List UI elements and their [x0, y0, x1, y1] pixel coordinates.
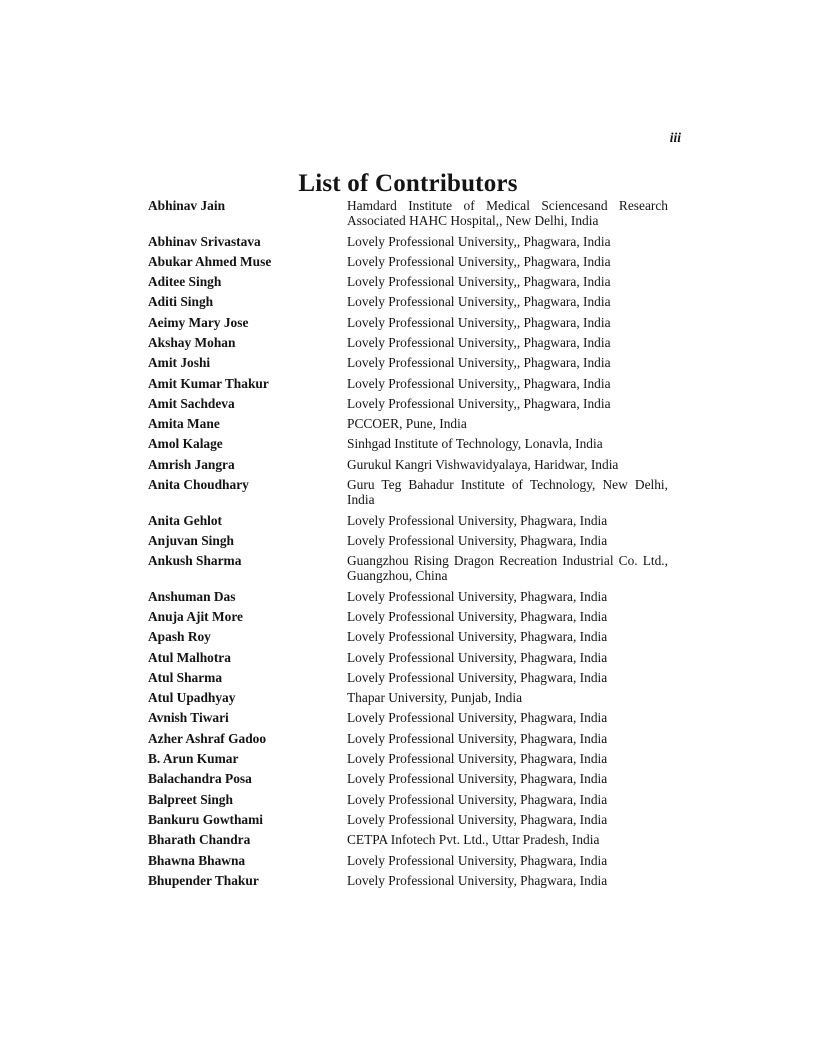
contributor-row — [148, 274, 668, 289]
contributors-list — [148, 198, 668, 893]
contributor-name: Azher Ashraf Gadoo — [148, 730, 267, 746]
contributor-row — [148, 710, 668, 725]
contributor-name: Amol Kalage — [148, 436, 223, 452]
contributor-row — [148, 234, 668, 249]
contributor-affiliation: Lovely Professional University, Phagwara, India — [347, 852, 608, 868]
contributor-row — [148, 355, 668, 370]
contributor-name: Amit Sachdeva — [148, 395, 235, 411]
contributor-name: Amita Mane — [148, 416, 220, 432]
contributor-affiliation: Lovely Professional University, Phagwara, India — [347, 872, 608, 888]
contributor-name: Abhinav Jain — [148, 198, 226, 213]
contributor-affiliation: Lovely Professional University, Phagwara, India — [347, 532, 608, 548]
contributor-name: Abhinav Srivastava — [148, 233, 261, 249]
contributor-row — [148, 335, 668, 350]
contributor-name: Bankuru Gowthami — [148, 811, 263, 827]
contributor-affiliation: Lovely Professional University, Phagwara, India — [347, 811, 608, 827]
contributor-affiliation: Lovely Professional University, Phagwara, India — [347, 608, 608, 624]
contributor-name: Aditi Singh — [148, 294, 214, 310]
contributor-affiliation: Lovely Professional University, Phagwara, India — [347, 588, 608, 604]
contributor-name: Balpreet Singh — [148, 791, 233, 807]
contributor-name: Bhawna Bhawna — [148, 852, 246, 868]
contributor-affiliation: Guangzhou Rising Dragon Recreation Industrial Co. Ltd., Guangzhou, China — [347, 553, 668, 584]
contributor-name: Abukar Ahmed Muse — [148, 253, 272, 269]
contributor-affiliation: Lovely Professional University,, Phagwara, India — [347, 334, 611, 350]
contributor-row — [148, 609, 668, 624]
contributor-affiliation: Lovely Professional University,, Phagwara, India — [347, 294, 611, 310]
contributor-name: Anita Choudhary — [148, 477, 249, 493]
contributor-name: Akshay Mohan — [148, 334, 236, 350]
contributor-name: Avnish Tiwari — [148, 710, 229, 726]
contributor-row — [148, 650, 668, 665]
contributor-row — [148, 873, 668, 888]
contributor-row — [148, 315, 668, 330]
contributor-name: Amit Joshi — [148, 355, 211, 371]
contributor-row — [148, 629, 668, 644]
contributor-name: Bhupender Thakur — [148, 872, 259, 888]
contributor-row — [148, 376, 668, 391]
contributor-row — [148, 457, 668, 472]
contributor-name: Apash Roy — [148, 629, 211, 645]
contributor-affiliation: Lovely Professional University, Phagwara, India — [347, 649, 608, 665]
contributor-name: Atul Upadhyay — [148, 690, 236, 706]
contributor-name: B. Arun Kumar — [148, 751, 239, 767]
contributor-row — [148, 396, 668, 411]
contributor-affiliation: Lovely Professional University,, Phagwara, India — [347, 274, 611, 290]
contributor-affiliation: Gurukul Kangri Vishwavidyalaya, Haridwar, India — [347, 456, 619, 472]
contributor-affiliation: CETPA Infotech Pvt. Ltd., Uttar Pradesh, India — [347, 832, 600, 848]
contributor-affiliation: PCCOER, Pune, India — [347, 416, 467, 432]
contributor-affiliation: Lovely Professional University, Phagwara, India — [347, 771, 608, 787]
contributor-row — [148, 513, 668, 528]
contributor-affiliation: Lovely Professional University,, Phagwara, India — [347, 253, 611, 269]
contributor-row — [148, 294, 668, 309]
contributor-row — [148, 812, 668, 827]
contributor-affiliation: Lovely Professional University, Phagwara, India — [347, 629, 608, 645]
contributor-row — [148, 553, 668, 583]
contributor-affiliation: Lovely Professional University,, Phagwara, India — [347, 233, 611, 249]
contributor-row — [148, 436, 668, 451]
contributor-affiliation: Lovely Professional University,, Phagwara, India — [347, 395, 611, 411]
contributor-name: Ankush Sharma — [148, 553, 242, 569]
contributor-affiliation: Lovely Professional University, Phagwara, India — [347, 730, 608, 746]
contributor-name: Anuja Ajit More — [148, 608, 243, 624]
contributor-name: Bharath Chandra — [148, 832, 251, 848]
contributor-row — [148, 771, 668, 786]
contributor-row — [148, 198, 668, 228]
contributor-affiliation: Lovely Professional University,, Phagwara, India — [347, 355, 611, 371]
contributor-affiliation: Thapar University, Punjab, India — [347, 690, 523, 706]
contributor-row — [148, 751, 668, 766]
contributor-row — [148, 533, 668, 548]
contributor-name: Amrish Jangra — [148, 456, 235, 472]
contributor-affiliation: Lovely Professional University, Phagwara, India — [347, 791, 608, 807]
page-number: iii — [669, 130, 681, 145]
page-title: List of Contributors — [298, 169, 518, 197]
contributor-row — [148, 477, 668, 507]
contributor-name: Balachandra Posa — [148, 771, 252, 787]
contributor-affiliation: Sinhgad Institute of Technology, Lonavla, India — [347, 436, 603, 452]
contributor-name: Anita Gehlot — [148, 512, 223, 528]
contributor-affiliation: Lovely Professional University, Phagwara, India — [347, 710, 608, 726]
contributor-row — [148, 670, 668, 685]
contributor-row — [148, 589, 668, 604]
contributor-row — [148, 416, 668, 431]
contributor-row — [148, 690, 668, 705]
contributor-row — [148, 853, 668, 868]
contributor-affiliation: Hamdard Institute of Medical Sciencesand Research Associated HAHC Hospital,, New Delhi, India — [347, 198, 668, 229]
contributor-affiliation: Lovely Professional University, Phagwara, India — [347, 751, 608, 767]
contributor-affiliation: Lovely Professional University,, Phagwara, India — [347, 314, 611, 330]
contributor-affiliation: Lovely Professional University, Phagwara, India — [347, 512, 608, 528]
contributor-name: Aeimy Mary Jose — [148, 314, 249, 330]
contributor-row — [148, 832, 668, 847]
contributor-row — [148, 254, 668, 269]
contributor-row — [148, 731, 668, 746]
contributor-row — [148, 792, 668, 807]
contributor-affiliation: Lovely Professional University, Phagwara, India — [347, 669, 608, 685]
contributor-name: Amit Kumar Thakur — [148, 375, 269, 391]
contributor-name: Anshuman Das — [148, 588, 236, 604]
contributor-name: Atul Sharma — [148, 669, 223, 685]
contributor-name: Atul Malhotra — [148, 649, 231, 665]
contributor-affiliation: Lovely Professional University,, Phagwara, India — [347, 375, 611, 391]
contributor-affiliation: Guru Teg Bahadur Institute of Technology, New Delhi, India — [347, 477, 668, 508]
contributor-name: Aditee Singh — [148, 274, 222, 290]
contributor-name: Anjuvan Singh — [148, 532, 234, 548]
